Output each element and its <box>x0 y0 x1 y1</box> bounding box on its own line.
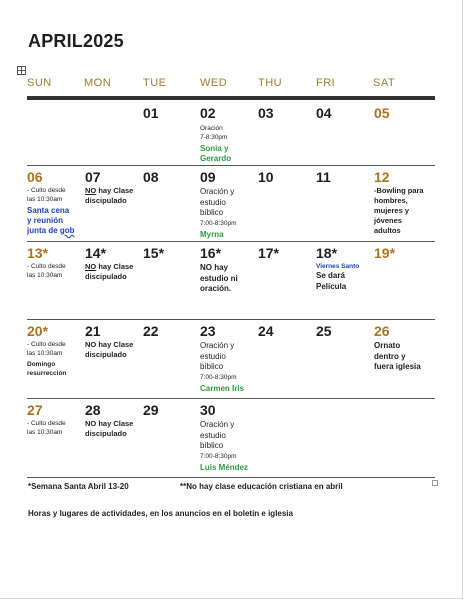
event-time: 7:00-8:30pm <box>200 373 237 381</box>
event-text: Oración y <box>200 420 235 429</box>
event-text-underlined: NO <box>85 186 97 195</box>
event-time: las 10:30am <box>27 429 63 436</box>
leader-name: Luis Méndez <box>200 462 249 472</box>
day-number: 19* <box>374 245 396 261</box>
event-time: las 10:30am <box>27 196 63 203</box>
event-text: Oración y <box>200 187 235 196</box>
day-cell-17[interactable] <box>258 245 279 261</box>
day-number: 24 <box>258 323 274 339</box>
day-cell-24[interactable] <box>258 323 274 339</box>
event-highlight: Santa cena <box>27 206 70 215</box>
day-cell-12[interactable] <box>374 169 424 236</box>
weekday-sat: SAT <box>373 77 396 89</box>
weekday-sun: SUN <box>27 77 52 89</box>
day-number: 01 <box>143 105 159 121</box>
header-divider <box>27 96 435 100</box>
no-class-note: **No hay clase educación cristiana en abril <box>180 482 343 491</box>
day-cell-22[interactable] <box>143 323 159 339</box>
leader-name: Carmen Iris <box>200 383 245 393</box>
day-cell-04[interactable] <box>316 105 332 121</box>
day-number: 08 <box>143 169 159 185</box>
week-divider <box>27 165 435 166</box>
event-highlight <box>27 226 75 236</box>
day-cell-06[interactable] <box>27 169 75 236</box>
event-text: -Bowling para <box>374 186 424 195</box>
event-text: Ornato <box>374 341 401 350</box>
event-text: estudio <box>200 430 226 440</box>
day-number: 13* <box>27 245 49 261</box>
day-cell-02[interactable] <box>200 105 231 164</box>
day-number: 04 <box>316 105 332 121</box>
event-text: Domingo <box>27 361 56 368</box>
day-number: 23 <box>200 323 216 339</box>
day-cell-14[interactable] <box>85 245 133 282</box>
day-cell-16[interactable] <box>200 245 238 295</box>
week-divider <box>27 477 435 478</box>
day-number: 10 <box>258 169 274 185</box>
day-number: 16* <box>200 245 222 261</box>
weekday-tue: TUE <box>143 77 167 89</box>
day-cell-03[interactable] <box>258 105 274 121</box>
event-text: hombres, <box>374 196 408 205</box>
event-text: NO hay Clase <box>85 340 134 349</box>
day-cell-26[interactable] <box>374 323 421 373</box>
day-number: 28 <box>85 402 101 418</box>
calendar-title: APRIL2025 <box>28 31 124 51</box>
leader-name: Sonia y <box>200 144 229 153</box>
event-text: bíblico <box>200 362 224 371</box>
weekday-wed: WED <box>200 77 228 89</box>
event-text: estudio <box>200 197 226 207</box>
day-number: 15* <box>143 245 165 261</box>
event-text: estudio ni <box>200 273 238 283</box>
day-number: 11 <box>316 169 331 185</box>
event-text: discipulado <box>85 196 127 205</box>
event-text: mujeres y <box>374 206 410 215</box>
day-cell-07[interactable] <box>85 169 133 206</box>
event-text: oración. <box>200 284 232 293</box>
day-cell-27[interactable] <box>27 402 66 437</box>
event-text: dentro y <box>374 351 406 361</box>
event-text: discipulado <box>85 429 127 438</box>
event-text: Película <box>316 281 347 291</box>
event-text: - Culto desde <box>27 263 66 270</box>
day-cell-29[interactable] <box>143 402 159 418</box>
event-text <box>85 262 133 272</box>
day-cell-30[interactable] <box>200 402 248 473</box>
day-number: 29 <box>143 402 159 418</box>
event-time: 7:00-8:30pm <box>200 219 237 227</box>
spellcheck-word: gob <box>59 226 75 235</box>
day-number: 07 <box>85 169 101 185</box>
day-cell-10[interactable] <box>258 169 274 185</box>
day-number: 06 <box>27 169 43 185</box>
day-number: 05 <box>374 105 390 121</box>
day-number: 03 <box>258 105 274 121</box>
day-cell-21[interactable] <box>85 323 133 360</box>
activities-note: Horas y lugares de actividades, en los anuncios en el boletín e iglesia <box>28 509 293 518</box>
day-number: 26 <box>374 323 390 339</box>
day-number: 30 <box>200 402 216 418</box>
day-cell-15[interactable] <box>143 245 164 261</box>
day-number: 09 <box>200 169 216 185</box>
event-text: jóvenes <box>374 216 402 225</box>
event-time: las 10:30am <box>27 350 63 357</box>
week-divider <box>27 398 435 399</box>
day-number: 27 <box>27 402 43 418</box>
day-cell-01[interactable] <box>143 105 159 121</box>
day-cell-19[interactable] <box>374 245 395 261</box>
event-highlight: y reunión <box>27 216 64 225</box>
weekday-mon: MON <box>84 77 112 89</box>
holy-week-note: *Semana Santa Abril 13-20 <box>28 482 129 491</box>
day-cell-25[interactable] <box>316 323 332 339</box>
day-number: 02 <box>200 105 216 121</box>
day-number: 12 <box>374 169 390 185</box>
week-divider <box>27 241 435 242</box>
day-cell-08[interactable] <box>143 169 159 185</box>
day-cell-09[interactable] <box>200 169 237 240</box>
event-text: - Culto desde <box>27 420 66 427</box>
event-text-rest: hay Clase <box>96 186 134 195</box>
week-divider <box>27 319 435 320</box>
event-highlight: Viernes Santo <box>316 263 360 270</box>
event-text: discipulado <box>85 350 127 359</box>
event-time: 7:00-8:30pm <box>200 452 237 460</box>
day-cell-05[interactable] <box>374 105 390 121</box>
day-cell-11[interactable] <box>316 169 331 185</box>
event-text: bíblico <box>200 441 224 450</box>
weekday-thu: THU <box>258 77 283 89</box>
event-text: NO hay Clase <box>85 419 134 428</box>
event-text: - Culto desde <box>27 187 66 194</box>
day-cell-28[interactable] <box>85 402 133 439</box>
event-highlight-part: junta de <box>27 226 60 235</box>
table-resize-handle[interactable] <box>432 480 438 486</box>
event-text: Oración <box>200 125 223 132</box>
leader-name: Myrna <box>200 229 224 239</box>
event-time: las 10:30am <box>27 272 63 279</box>
day-cell-23[interactable] <box>200 323 244 394</box>
event-text-underlined: NO <box>85 262 97 271</box>
event-text: fuera iglesia <box>374 362 421 371</box>
day-number: 21 <box>85 323 101 339</box>
table-move-handle-icon[interactable] <box>17 66 26 75</box>
day-number: 20* <box>27 323 49 339</box>
event-text: NO hay <box>200 263 229 272</box>
event-text: adultos <box>374 226 401 235</box>
event-text: bíblico <box>200 208 224 217</box>
event-text: estudio <box>200 351 226 361</box>
day-cell-13[interactable] <box>27 245 66 280</box>
event-text: - Culto desde <box>27 341 66 348</box>
event-text: discipulado <box>85 272 127 281</box>
event-text <box>85 186 133 196</box>
leader-name: Gerardo <box>200 154 232 163</box>
day-number: 14* <box>85 245 107 261</box>
weekday-fri: FRI <box>316 77 336 89</box>
weekday-header <box>27 77 435 91</box>
day-number: 25 <box>316 323 332 339</box>
event-text: Se dará <box>316 271 345 280</box>
day-number: 22 <box>143 323 159 339</box>
day-number: 18* <box>316 245 338 261</box>
event-text: Oración y <box>200 341 235 350</box>
day-cell-20[interactable] <box>27 323 66 378</box>
day-cell-18[interactable] <box>316 245 359 292</box>
day-number: 17* <box>258 245 280 261</box>
event-text-rest: hay Clase <box>96 262 134 271</box>
event-text: resurrección <box>27 370 67 377</box>
event-time: 7-8:30pm <box>200 134 228 141</box>
